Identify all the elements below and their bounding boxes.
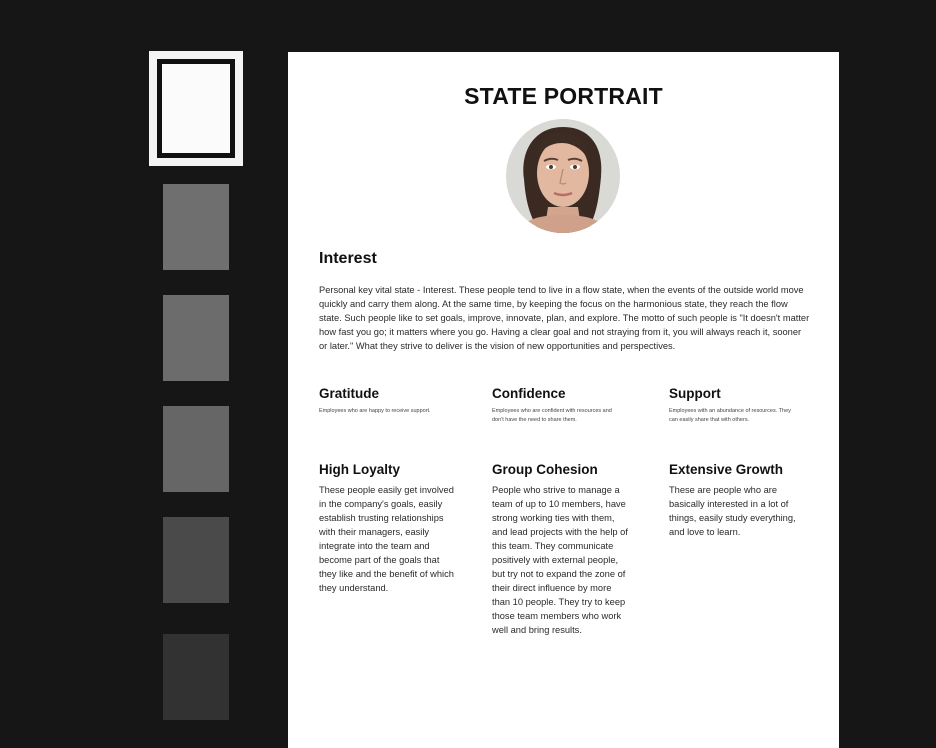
page-thumbnail-1[interactable] xyxy=(149,51,243,166)
trait-title-high-loyalty: High Loyalty xyxy=(319,462,401,477)
section-heading-interest: Interest xyxy=(319,250,377,267)
trait-card-confidence xyxy=(492,386,617,425)
trait-desc-support: Employees with an abundance of resources. They can easily share that with others. xyxy=(669,408,791,423)
page-thumbnail-6[interactable] xyxy=(163,634,229,720)
trait-card-high-loyalty xyxy=(319,462,459,595)
document-page xyxy=(288,52,839,748)
trait-desc-confidence: Employees who are confident with resources and don't have the need to share them. xyxy=(492,408,612,423)
page-title: STATE PORTRAIT xyxy=(464,83,663,109)
page-thumbnail-1-preview xyxy=(157,59,235,158)
trait-title-gratitude: Gratitude xyxy=(319,386,380,401)
trait-card-gratitude xyxy=(319,386,449,416)
trait-title-extensive-growth: Extensive Growth xyxy=(669,462,784,477)
trait-desc-high-loyalty: These people easily get involved in the company's goals, easily establish trusting relationships with their managers, easily integrate into the team and become part of the goals that they like and the benefit of which they understand. xyxy=(319,485,454,593)
trait-title-confidence: Confidence xyxy=(492,386,566,401)
page-thumbnail-3[interactable] xyxy=(163,295,229,381)
page-thumbnail-rail xyxy=(0,0,280,748)
trait-desc-extensive-growth: These are people who are basically interested in a lot of things, easily study everything, and love to learn. xyxy=(669,485,796,537)
portrait-avatar xyxy=(506,119,620,233)
trait-card-support xyxy=(669,386,794,425)
intro-paragraph: Personal key vital state - Interest. These people tend to live in a flow state, when the events of the outside world move quickly and carry them along. At the same time, by keeping the focus on the harmonious state, they reach the flow state. Such people like to set goals, improve, innovate, plan, and explore. The motto of such people is "It doesn't matter how fast you go; it matters where you go. Having a clear goal and not straying from it, you will always reach it, sooner or later." What they strive to deliver is the vision of new opportunities and perspectives. xyxy=(319,285,810,351)
trait-card-extensive-growth xyxy=(669,462,804,539)
trait-desc-gratitude: Employees who are happy to receive support. xyxy=(319,408,431,414)
trait-card-group-cohesion xyxy=(492,462,632,637)
page-thumbnail-4[interactable] xyxy=(163,406,229,492)
trait-desc-group-cohesion: People who strive to manage a team of up to 10 members, have strong working ties with them, and lead projects with the help of this team. They communicate positively with external people, but try not to expand the zone of their direct influence by more than 10 people. They try to keep those team members who work well and bring results. xyxy=(492,485,628,635)
trait-title-group-cohesion: Group Cohesion xyxy=(492,462,598,477)
page-thumbnail-2[interactable] xyxy=(163,184,229,270)
trait-title-support: Support xyxy=(669,386,721,401)
page-thumbnail-5[interactable] xyxy=(163,517,229,603)
